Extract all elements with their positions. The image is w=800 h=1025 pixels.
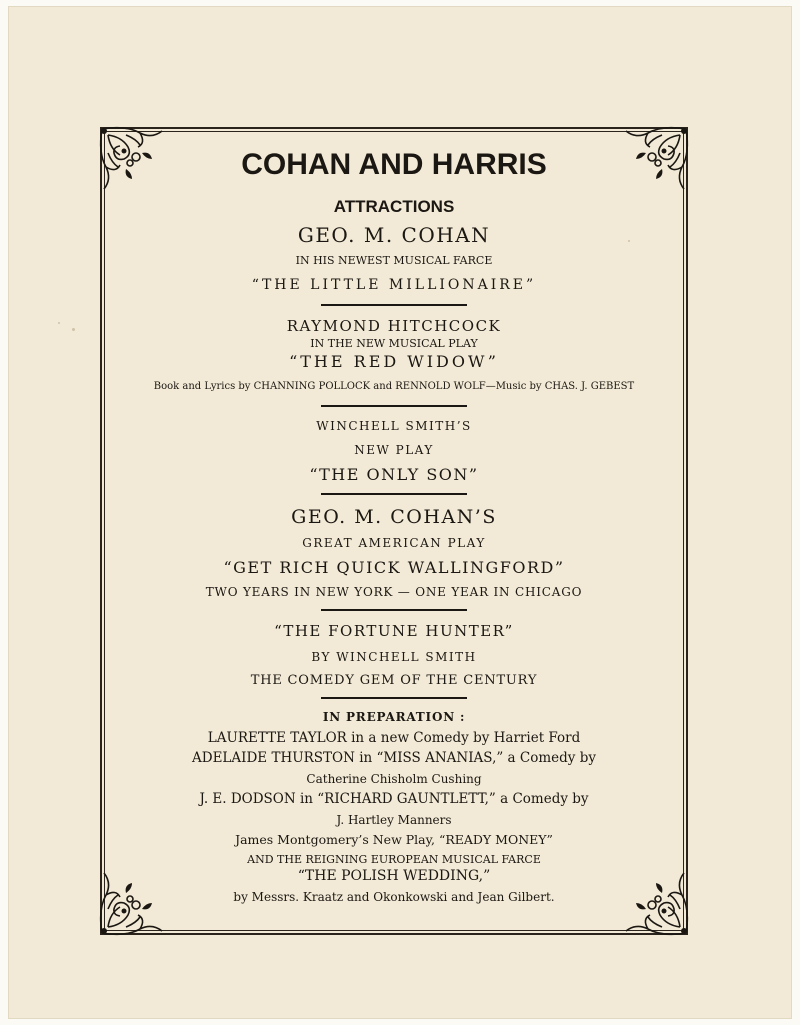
preparation-line: J. Hartley Manners <box>336 813 452 827</box>
attraction-descriptor: IN HIS NEWEST MUSICAL FARCE <box>295 254 493 267</box>
attraction-descriptor: NEW PLAY <box>354 443 434 457</box>
section-divider <box>321 304 467 306</box>
attraction-title: “THE RED WIDOW” <box>289 352 499 371</box>
page-subtitle: ATTRACTIONS <box>333 197 455 216</box>
attraction-star: GEO. M. COHAN <box>297 223 491 247</box>
preparation-line: LAURETTE TAYLOR in a new Comedy by Harriet Ford <box>207 730 581 746</box>
attraction-star: WINCHELL SMITH’S <box>316 419 472 433</box>
preparation-line: by Messrs. Kraatz and Okonkowski and Jean Gilbert. <box>233 890 555 904</box>
attraction-title: “THE ONLY SON” <box>309 465 479 484</box>
preparation-line: Catherine Chisholm Cushing <box>306 772 482 786</box>
paper-speck <box>72 328 75 331</box>
attraction-title: “THE FORTUNE HUNTER” <box>274 622 514 640</box>
attraction-descriptor: GREAT AMERICAN PLAY <box>302 536 486 550</box>
section-divider <box>321 609 467 611</box>
attraction-title: “THE LITTLE MILLIONAIRE” <box>251 277 537 293</box>
preparation-heading: IN PREPARATION : <box>322 710 466 724</box>
attraction-star: GEO. M. COHAN’S <box>291 506 497 528</box>
preparation-line: J. E. DODSON in “RICHARD GAUNTLETT,” a Comedy by <box>199 791 589 807</box>
attraction-author: BY WINCHELL SMITH <box>311 650 477 664</box>
preparation-line: “THE POLISH WEDDING,” <box>297 868 491 884</box>
attraction-title: “GET RICH QUICK WALLINGFORD” <box>223 558 565 577</box>
attraction-descriptor: IN THE NEW MUSICAL PLAY <box>310 337 478 350</box>
preparation-line: ADELAIDE THURSTON in “MISS ANANIAS,” a Comedy by <box>192 750 596 766</box>
attraction-tagline: THE COMEDY GEM OF THE CENTURY <box>250 673 538 688</box>
border-inner-line <box>104 131 684 931</box>
attraction-tagline: TWO YEARS IN NEW YORK — ONE YEAR IN CHICAGO <box>205 585 583 599</box>
page-title: COHAN AND HARRIS <box>241 148 547 181</box>
attraction-star: RAYMOND HITCHCOCK <box>286 317 502 335</box>
preparation-line: AND THE REIGNING EUROPEAN MUSICAL FARCE <box>247 853 541 866</box>
section-divider <box>321 405 467 407</box>
preparation-line: James Montgomery’s New Play, “READY MONEY” <box>235 832 553 847</box>
section-divider <box>321 493 467 495</box>
section-divider <box>321 697 467 699</box>
attraction-credits: Book and Lyrics by CHANNING POLLOCK and RENNOLD WOLF—Music by CHAS. J. GEBEST <box>153 381 635 392</box>
paper-speck <box>58 322 60 324</box>
